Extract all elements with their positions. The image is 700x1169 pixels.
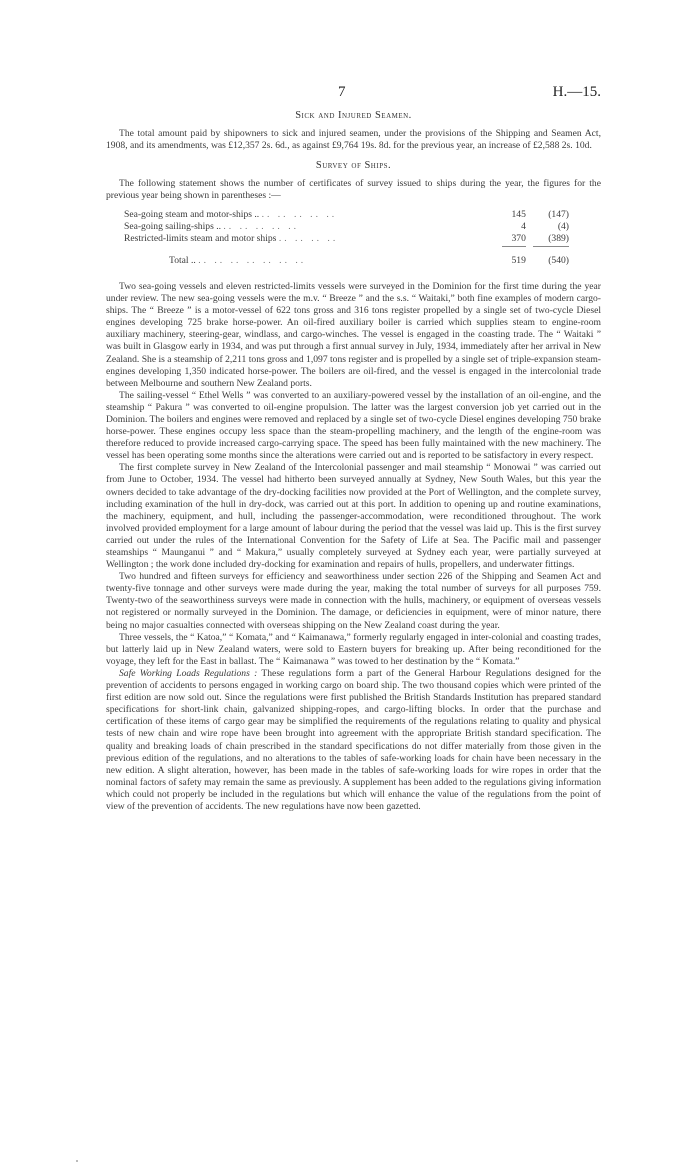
row-previous: (147): [548, 208, 569, 220]
row-count: 145: [511, 208, 526, 220]
sum-rule: [533, 246, 569, 247]
dot-leaders: .. .. .. .. .. .. ..: [198, 254, 307, 266]
scan-speck: [76, 1160, 78, 1162]
row-previous: (389): [548, 232, 569, 244]
total-row: [124, 249, 569, 267]
safe-working-text: These regulations form a part of the General Harbour Regulations designed for the prevention of accidents to persons engaged in working cargo on board ship. The two thousand copies which were printed of the first edition are now sold out. Since the regulations were first published the British Standards Institution has prepared standard specifications for short-link chain, galvanized shipping-ropes, and cargo-lifting blocks. In order that the purchase and certification of these items of cargo gear may be simplified the requirements of the regulations relating to quality and physical tests of new chain and wire rope have been brought into agreement with the appropriate British standard specification. The quality and breaking loads of chain prescribed in the standard specifications do not differ materially from those given in the previous edition of the regulations, and no alterations to the tables of safe-working loads for chain have been necessary in the new edition. A slight alteration, however, has been made in the tables of safe-working loads for wire ropes in order that the nominal factors of safety may remain the same as previously. A supplement has been added to the regulations giving information which could not properly be included in the regulations but which will enhance the value of the regulations from the point of view of the prevention of accidents. The new regulations have now been gazetted.: [106, 667, 602, 812]
page-number: 7: [338, 84, 346, 100]
row-count: 4: [521, 220, 526, 232]
paragraph-safe-working-loads: [106, 668, 601, 813]
total-count: 519: [511, 254, 526, 266]
row-label: Sea-going steam and motor-ships ..: [124, 208, 260, 220]
survey-certificates-table: [124, 209, 569, 267]
paragraph-seaworthiness-surveys: Two hundred and fifteen surveys for efficiency and seaworthiness under section 226 of the Shipping and Seamen Act and twenty-five tonnage and other surveys were made during the year, making the total number of surveys for all purposes 759. Twenty-two of the seaworthiness surveys were made in connection with the hulls, machinery, or equipment of overseas vessels not registered or normally surveyed in the Dominion. The damage, or deficiencies in equipment, were of minor nature, there being no major casualties connected with overseas shipping on the New Zealand coast during the year.: [106, 571, 601, 631]
total-previous: (540): [548, 254, 569, 266]
sum-rule: [502, 246, 526, 247]
table-row: [124, 233, 569, 245]
paragraph-sick-seamen: The total amount paid by shipowners to sick and injured seamen, under the provisions of the Shipping and Seamen Act, 1908, and its amendments, was £12,357 2s. 6d., as against £9,764 19s. 8d. for the previous year, an increase of £2,588 2s. 10d.: [106, 128, 601, 152]
section-heading-sick-seamen: Sick and Injured Seamen.: [295, 110, 412, 121]
dot-leaders: .. .. .. ..: [278, 232, 339, 244]
row-previous: (4): [557, 220, 569, 232]
paragraph-vessels-sold: Three vessels, the “ Katoa,” “ Komata,” and “ Kaimanawa,” formerly regularly engaged in inter-colonial and coasting trades, but latterly laid up in New Zealand waters, were sold to Eastern buyers for breaking up. After being reconditioned for the voyage, they left for the East in ballast. The “ Kaimanawa ” was towed to her destination by the “ Komata.”: [106, 631, 601, 667]
section-heading-survey: Survey of Ships.: [315, 160, 392, 172]
row-count: 370: [511, 232, 526, 244]
document-page: [106, 86, 601, 813]
paragraph-monowai-survey: The first complete survey in New Zealand of the Intercolonial passenger and mail steamship “ Monowai ” was carried out from June to October, 1934. The vessel had hitherto been surveyed annually at Sydney, New South Wales, but this year the owners decided to take advantage of the dry-docking facilities now provided at the Port of Wellington, and the complete survey, including examination of the hull in dry-dock, was carried out at this port. In addition to opening up and routine examinations, the machinery, equipment, and hull, including the passenger-accommodation, were reconditioned throughout. The work involved provided employment for a large amount of labour during the period that the vessel was laid up. This is the first survey carried out under the rules of the International Convention for the Safety of Life at Sea. The Pacific mail and passenger steamships “ Maunganui ” and “ Makura,” usually completely surveyed at Sydney each year, were partially surveyed at Wellington ; the work done included dry-docking for examination and repairs of hulls, propellers, and underwater fittings.: [106, 462, 601, 571]
document-reference: H.—15.: [552, 84, 601, 100]
dot-leaders: .. .. .. .. ..: [223, 220, 299, 232]
total-label: Total ..: [169, 254, 196, 266]
paragraph-new-vessels: Two sea-going vessels and eleven restricted-limits vessels were surveyed in the Dominion for the first time during the year under review. The new sea-going vessels were the m.v. “ Breeze ” and the s.s. “ Waitaki,” both fine examples of modern cargo-ships. The “ Breeze ” is a motor-vessel of 622 tons gross and 316 tons register propelled by a single set of two-cycle Diesel engines developing 725 brake horse-power. An oil-fired auxiliary boiler is carried which supplies steam to engine-room auxiliary machinery, steering-gear, windlass, and cargo-winches. The vessel is engaged in the coasting trade. The “ Waitaki ” was built in Glasgow early in 1934, and was put through a first annual survey in July, 1934, immediately after her arrival in New Zealand. She is a steamship of 2,211 tons gross and 1,097 tons register and is propelled by a single set of triple-expansion steam-engines developing 1,350 indicated horse-power. The boilers are oil-fired, and the vessel is engaged in the intercolonial trade between Melbourne and southern New Zealand ports.: [106, 280, 601, 389]
spacer: [106, 271, 601, 281]
dot-leaders: .. .. .. .. ..: [261, 208, 338, 220]
safe-working-lead: Safe Working Loads Regulations :: [119, 667, 258, 679]
table-row: [124, 209, 569, 221]
paragraph-survey-intro: The following statement shows the number of certificates of survey issued to ships during the year, the figures for the previous year being shown in parentheses :—: [106, 178, 601, 202]
page-header: [106, 86, 601, 106]
row-label: Restricted-limits steam and motor ships: [124, 232, 277, 244]
row-label: Sea-going sailing-ships ..: [124, 220, 221, 232]
paragraph-conversions: The sailing-vessel “ Ethel Wells ” was converted to an auxiliary-powered vessel by the installation of an oil-engine, and the steamship “ Pakura ” was converted to oil-engine propulsion. The latter was the largest conversion job yet carried out in the Dominion. The boilers and engines were removed and replaced by a single set of two-cycle Diesel engines developing 750 brake horse-power. These engines occupy less space than the steam-propelling machinery, and the length of the engine-room was therefore reduced to provide increased cargo-carrying space. The speed has been fully maintained with the new machinery. The vessel has been operating some months since the alterations were carried out and is reported to be satisfactory in every respect.: [106, 389, 601, 462]
table-row: [124, 221, 569, 233]
